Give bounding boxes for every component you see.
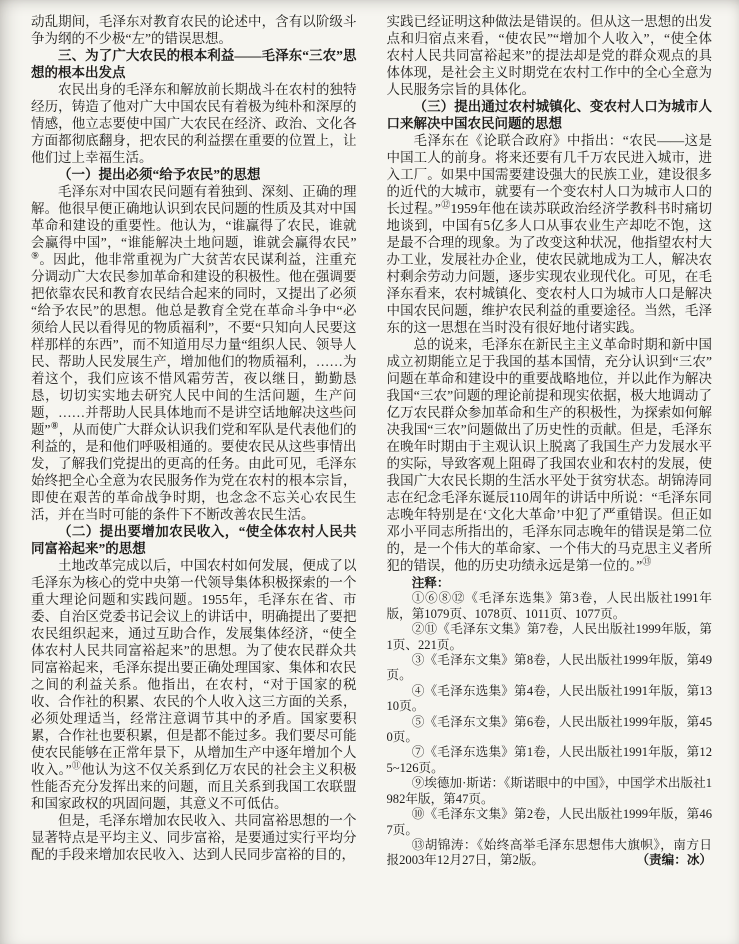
note-item: ④《毛泽东选集》第4卷，人民出版社1991年版，第1310页。 bbox=[386, 683, 712, 714]
note-item: ⑤《毛泽东文集》第6卷，人民出版社1999年版，第450页。 bbox=[386, 714, 712, 745]
footnote-marker: ⑬ bbox=[642, 556, 652, 567]
footnote-marker: ⑧ bbox=[50, 420, 59, 431]
notes-section bbox=[387, 576, 713, 869]
sub-heading: （二）提出要增加农民收入，“使全体农村人民共同富裕起来”的思想 bbox=[31, 524, 357, 556]
note-item: ③《毛泽东文集》第8卷，人民出版社1999年版，第49页。 bbox=[386, 653, 712, 683]
paragraph: 毛泽东在《论联合政府》中指出：“农民——这是中国工人的前身。将来还要有几千万农民进入城市，进入工厂。如果中国需要建设强大的民族工业，建设很多的近代的大城市，就要有一个变农村人口为城市人口的长过程。”⑫1959年他在读苏联政治经济学教科书时痛切地谈到，中国有5亿多人口从事农业生产却吃不饱，这是最不合理的现象。为了改变这种状况，他指望农村大办工业，发展社办企业，使农民就地成为工人，解决农村剩余劳动力问题，逐步实现农业现代化。可见，在毛泽东看来，农村城镇化、变农村人口为城市人口是解决中国农民问题，维护农民利益的重要途径。当然，毛泽东的这一思想在当时没有很好地付诸实践。 bbox=[386, 133, 712, 335]
note-item: ⑬胡锦涛：《始终高举毛泽东思想伟大旗帜》，南方日报2003年12月27日，第2版。 （责编：冰） bbox=[386, 837, 712, 868]
sub-heading: （三）提出通过农村城镇化、变农村人口为城市人口来解决中国农民问题的思想 bbox=[386, 99, 712, 131]
paragraph: 毛泽东对中国农民问题有着独到、深刻、正确的理解。他很早便正确地认识到农民问题的性质及其对中国革命和建设的重要性。他认为，“谁赢得了农民，谁就会赢得中国”，“谁能解决土地问题，谁就会赢得农民”⑨。因此，他非常重视为广大贫苦农民谋利益，注重充分调动广大农民参加革命和建设的积极性。他在强调要把依靠农民和教育农民结合起来的同时，又提出了必须“给予农民”的思想。他总是教育全党在革命斗争中“必须给人民以看得见的物质福利”，不要“只知向人民要这样那样的东西”，而不知道用尽力量“组织人民、领导人民、帮助人民发展生产，增加他们的物质福利，……为着这个，我们应该不惜风霜劳苦，夜以继日，勤勤恳恳，切切实实地去研究人民中间的生活问题，生产问题，……并帮助人民具体地而不是讲空话地解决这些问题”⑧，从而使广大群众认识我们党和军队是代表他们的利益的，是和他们呼吸相通的。要使农民从这些事情出发，了解我们党提出的更高的任务。由此可见，毛泽东始终把全心全意为农民服务作为党在农村的根本宗旨，即使在艰苦的革命战争时期，也念念不忘关心农民生活，并在当时可能的条件下不断改善农民生活。 bbox=[31, 184, 357, 522]
paragraph: 但是，毛泽东增加农民收入、共同富裕思想的一个显著特点是平均主义、同步富裕，是要通过实行平均分配的手段来增加农民收入、达到人民同步富裕的目的， bbox=[31, 813, 357, 862]
editor-credit: （责编：冰） bbox=[636, 853, 712, 868]
notes-heading: 注释： bbox=[411, 576, 450, 590]
notes-list bbox=[387, 591, 713, 868]
paragraph: 总的说来，毛泽东在新民主主义革命时期和新中国成立初期能立足于我国的基本国情，充分认识到“三农”问题在革命和建设中的重要战略地位，并以此作为解决我国“三农”问题的理论前提和现实依据，极大地调动了亿万农民群众参加革命和生产的积极性，为探索如何解决我国“三农”问题做出了历史性的贡献。但是，毛泽东在晚年时期由于主观认识上脱离了我国生产力发展水平的实际，导致客观上阻碍了我国农业和农村的发展，使我国广大农民长期的生活水平处于贫穷状态。胡锦涛同志在纪念毛泽东诞辰110周年的讲话中所说：“毛泽东同志晚年特别是在‘文化大革命’中犯了严重错误。但正如邓小平同志所指出的，毛泽东同志晚年的错误是第二位的，是一个伟大的革命家、一个伟大的马克思主义者所犯的错误，他的历史功绩永远是第一位的。”⑬ bbox=[386, 337, 712, 573]
sub-heading: （一）提出必须“给予农民”的思想 bbox=[58, 167, 261, 182]
footnote-marker: ⑪ bbox=[71, 760, 82, 771]
note-item: ⑩《毛泽东文集》第2卷，人民出版社1999年版，第467页。 bbox=[386, 807, 712, 837]
section-heading: 三、为了广大农民的根本利益——毛泽东“三农”思想的根本出发点 bbox=[31, 48, 357, 80]
note-item: ⑨埃德加·斯诺：《斯诺眼中的中国》，中国学术出版社1982年版，第47页。 bbox=[386, 776, 712, 806]
footnote-marker: ⑨ bbox=[31, 250, 40, 261]
note-item: ②⑪《毛泽东文集》第7卷，人民出版社1999年版，第1页、221页。 bbox=[386, 622, 712, 652]
paragraph-continuation: 动乱期间，毛泽东对教育农民的论述中，含有以阶级斗争为纲的不少极“左”的错误思想。 bbox=[31, 14, 357, 46]
footnote-marker: ⑫ bbox=[440, 199, 451, 210]
note-item: ⑦《毛泽东选集》第1卷，人民出版社1991年版，第125~126页。 bbox=[386, 745, 712, 775]
left-column bbox=[31, 13, 357, 936]
paragraph-continuation: 实践已经证明这种做法是错误的。但从这一思想的出发点和归宿点来看，“使农民”“增加个人收入”，“使全体农村人民共同富裕起来”的提法却是党的群众观点的具体体现，是社会主义时期党在农村工作中的全心全意为人民服务宗旨的具体化。 bbox=[386, 14, 712, 97]
right-column bbox=[387, 13, 713, 936]
note-item: ①⑥⑧⑫《毛泽东选集》第3卷，人民出版社1991年版，第1079页、1078页、1011页、1077页。 bbox=[386, 591, 712, 621]
paragraph: 农民出身的毛泽东和解放前长期战斗在农村的独特经历，铸造了他对广大中国农民有着极为纯朴和深厚的情感，他立志要使中国广大农民在经济、政治、文化各方面都彻底翻身，把农民的利益摆在重要的位置上，让他们过上幸福生活。 bbox=[31, 82, 357, 165]
paragraph: 土地改革完成以后，中国农村如何发展，便成了以毛泽东为核心的党中央第一代领导集体积极探索的一个重大理论问题和实践问题。1955年，毛泽东在省、市委、自治区党委书记会议上的讲话中，明确提出了要把农民组织起来，通过互助合作，发展集体经济，“使全体农村人民共同富裕起来”的思想。为了使农民群众共同富裕起来，毛泽东提出要正确处理国家、集体和农民之间的利益关系。他指出，在农村，“对于国家的税收、合作社的积累、农民的个人收入这三方面的关系，必须处理适当，经常注意调节其中的矛盾。国家要积累，合作社也要积累，但是都不能过多。我们要尽可能使农民能够在正常年景下，从增加生产中逐年增加个人收入。”⑪他认为这不仅关系到亿万农民的社会主义积极性能否充分发挥出来的问题，而且关系到我国工农联盟和国家政权的巩固问题，其意义不可低估。 bbox=[31, 558, 357, 811]
right-column-text bbox=[387, 13, 713, 574]
